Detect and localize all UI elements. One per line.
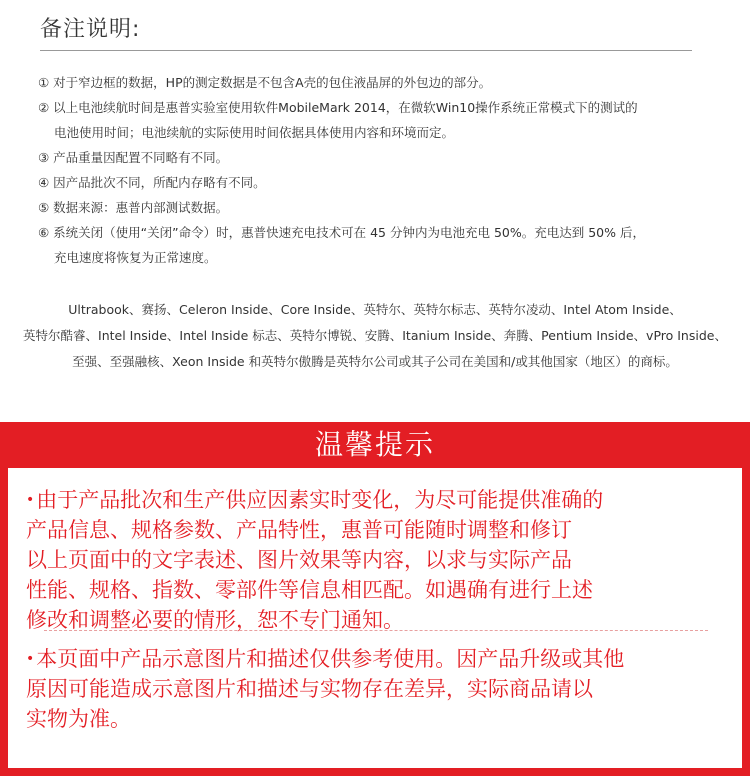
warning-p1-line-1: 由于产品批次和生产供应因素实时变化，为尽可能提供准确的 <box>36 488 604 512</box>
title-divider <box>40 50 692 51</box>
note-line-4: ④ 因产品批次不同，所配内存略有不同。 <box>38 175 266 190</box>
trademark-line-3: 至强、至强融核、Xeon Inside 和英特尔傲腾是英特尔公司或其子公司在美国和/或其他国家（地区）的商标。 <box>72 354 678 369</box>
note-line-5: ⑤ 数据来源：惠普内部测试数据。 <box>38 200 229 215</box>
warning-p2-line-2: 原因可能造成示意图片和描述与实物存在差异，实际商品请以 <box>26 677 593 701</box>
dashed-divider <box>44 630 708 631</box>
note-line-6-cont: 充电速度将恢复为正常速度。 <box>54 250 217 265</box>
warning-paragraph-2 <box>26 644 726 734</box>
bullet-icon: • <box>26 651 35 667</box>
note-line-6: ⑥ 系统关闭（使用“关闭”命令）时，惠普快速充电技术可在 45 分钟内为电池充电 50%。充电达到 50% 后， <box>38 225 645 240</box>
warning-p1-line-2: 产品信息、规格参数、产品特性，惠普可能随时调整和修订 <box>26 518 572 542</box>
warning-p1-line-5: 修改和调整必要的情形，恕不专门通知。 <box>26 608 404 632</box>
trademark-notice <box>0 297 750 375</box>
warning-content <box>8 468 742 768</box>
note-line-3: ③ 产品重量因配置不同略有不同。 <box>38 150 229 165</box>
bullet-icon: • <box>26 492 35 508</box>
warning-p2-line-1: 本页面中产品示意图片和描述仅供参考使用。因产品升级或其他 <box>36 647 625 671</box>
note-line-2: ② 以上电池续航时间是惠普实验室使用软件MobileMark 2014，在微软Win10操作系统正常模式下的测试的 <box>38 100 638 115</box>
warning-p1-line-4: 性能、规格、指数、零部件等信息相匹配。如遇确有进行上述 <box>26 578 593 602</box>
note-line-2-cont: 电池使用时间；电池续航的实际使用时间依据具体使用内容和环境而定。 <box>54 125 455 140</box>
note-line-1: ① 对于窄边框的数据，HP的测定数据是不包含A壳的包住液晶屏的外包边的部分。 <box>38 75 492 90</box>
trademark-line-1: Ultrabook、赛扬、Celeron Inside、Core Inside、英特尔、英特尔标志、英特尔凌动、Intel Atom Inside、 <box>68 302 682 317</box>
notes-title: 备注说明: <box>40 17 141 42</box>
warning-title: 温馨提示 <box>314 428 435 461</box>
warning-p2-line-3: 实物为准。 <box>26 707 131 731</box>
warning-paragraph-1 <box>26 485 726 635</box>
warning-p1-line-3: 以上页面中的文字表述、图片效果等内容，以求与实际产品 <box>26 548 572 572</box>
notes-list <box>38 70 718 270</box>
trademark-line-2: 英特尔酷睿、Intel Inside、Intel Inside 标志、英特尔博锐、安腾、Itanium Inside、奔腾、Pentium Inside、vPro Inside、 <box>23 328 727 343</box>
warning-box <box>0 422 750 776</box>
